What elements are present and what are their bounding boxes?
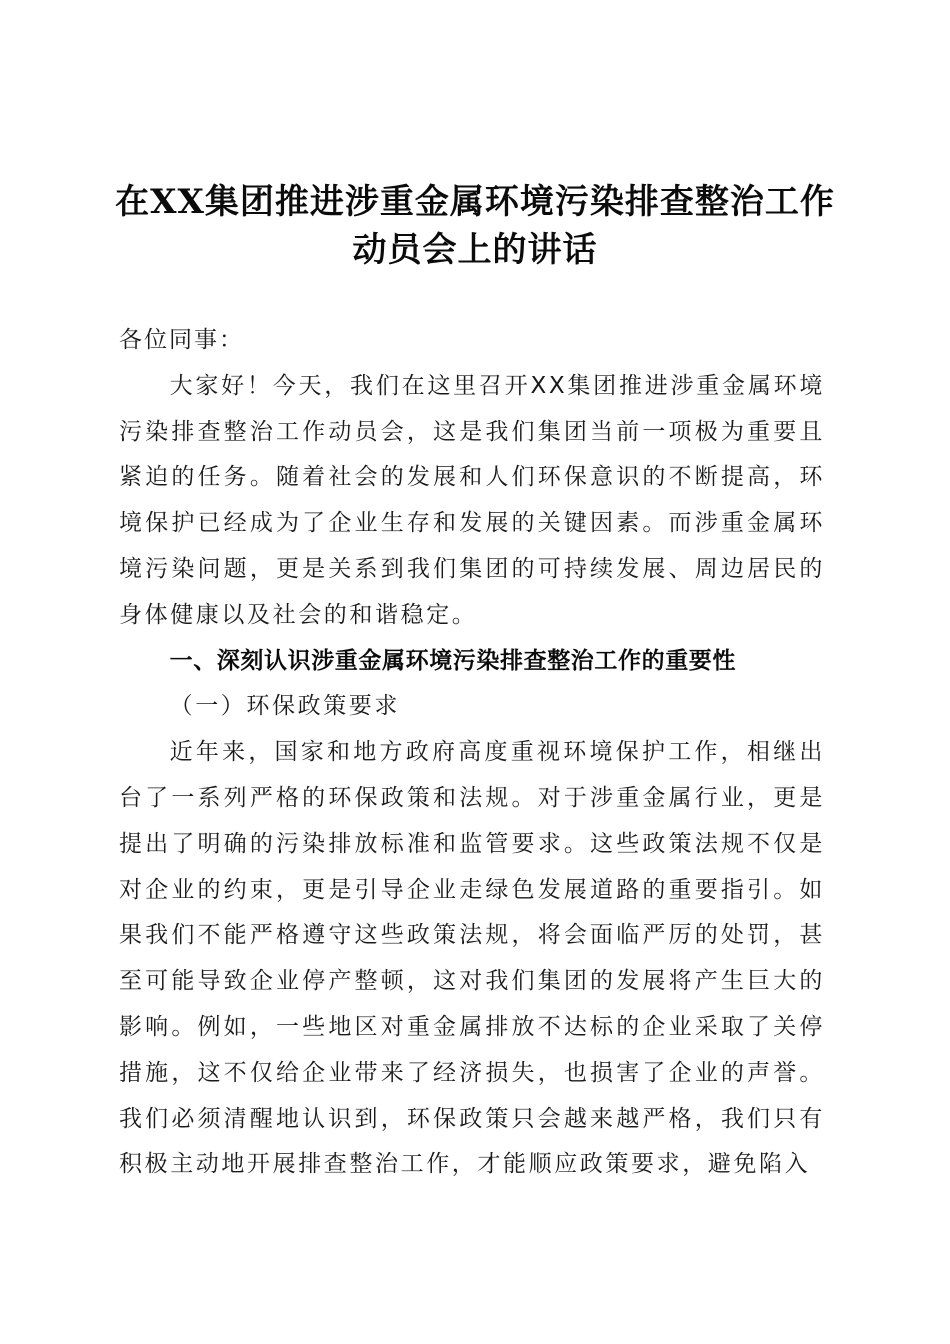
body-paragraph: 近年来，国家和地方政府高度重视环境保护工作，相继出台了一系列严格的环保政策和法规。对于涉重金属行业，更是提出了明确的污染排放标准和监管要求。这些政策法规不仅是对企业的约束，更是引导企业走绿色发展道路的重要指引。如果我们不能严格遵守这些政策法规，将会面临严厉的处罚，甚至可能导致企业停产整顿，这对我们集团的发展将产生巨大的影响。例如，一些地区对重金属排放不达标的企业采取了关停措施，这不仅给企业带来了经济损失，也损害了企业的声誉。我们必须清醒地认识到，环保政策只会越来越严格，我们只有积极主动地开展排查整治工作，才能顺应政策要求，避免陷入 xyxy=(119,739,825,1178)
intro-paragraph: 大家好！今天，我们在这里召开XX集团推进涉重金属环境污染排查整治工作动员会，这是我们集团当前一项极为重要且紧迫的任务。随着社会的发展和人们环保意识的不断提高，环境保护已经成为了企业生存和发展的关键因素。而涉重金属环境污染问题，更是关系到我们集团的可持续发展、周边居民的身体健康以及社会的和谐稳定。 xyxy=(119,372,825,628)
document-body xyxy=(119,318,825,1188)
salutation: 各位同事： xyxy=(119,327,244,353)
subsection-heading: （一）环保政策要求 xyxy=(169,693,400,720)
document-title: 在XX集团推进涉重金属环境污染排查整治工作动员会上的讲话 xyxy=(115,182,835,270)
section-heading: 一、深刻认识涉重金属环境污染排查整治工作的重要性 xyxy=(169,647,736,674)
